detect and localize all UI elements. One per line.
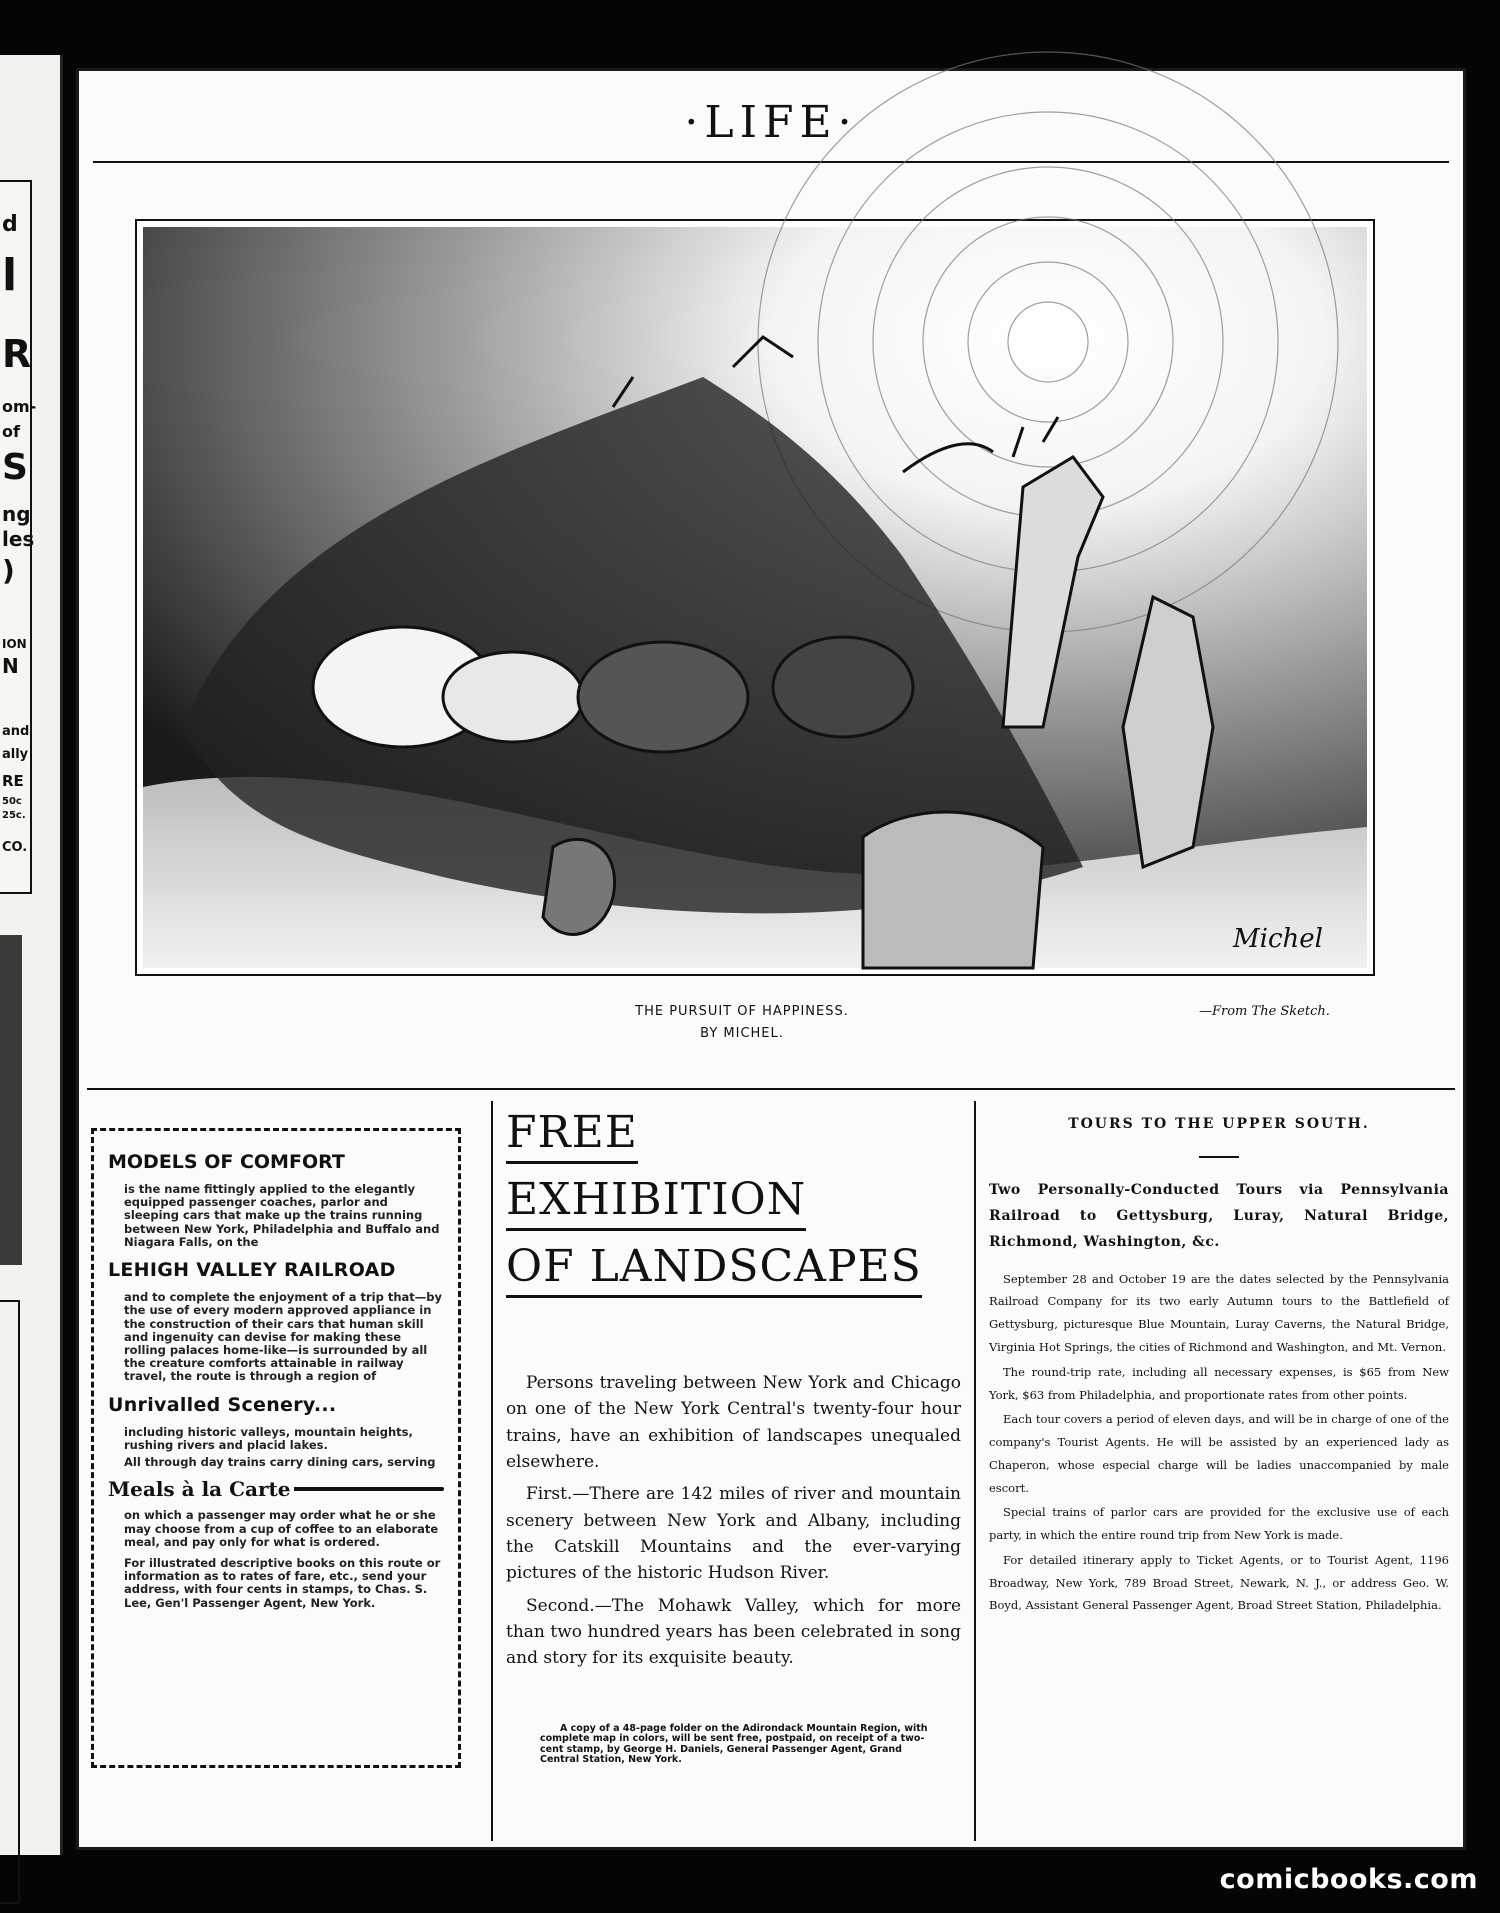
ad-body-text: For illustrated descriptive books on this route or information as to rates of fare, etc., send your address, with four cents in stamps, to Chas. S. Lee, Gen'l Passenger Agent, New York.	[124, 1555, 441, 1610]
ad-heading: Meals à la Carte	[108, 1477, 291, 1502]
headline-line: EXHIBITION	[506, 1178, 806, 1231]
tours-paragraph: September 28 and October 19 are the dates selected by the Pennsylvania Railroad Company for its two early Autumn tours to the Battlefield of Gettysburg, picturesque Blue Mountain, Luray Caverns, the Natural Bridge, Virginia Hot Springs, the cities of Richmond and Washington, and Mt. Vernon.	[989, 1271, 1449, 1354]
left-fragment: 50c	[2, 796, 22, 807]
left-fragment: les	[2, 527, 35, 551]
title-dash	[1199, 1156, 1239, 1158]
left-page-advertisement	[0, 180, 37, 894]
exhibition-body	[506, 1370, 961, 1672]
left-fragment: )	[2, 554, 15, 587]
headline-line: OF LANDSCAPES	[506, 1245, 922, 1298]
masthead-title: ·LIFE·	[684, 97, 858, 148]
tours-body	[989, 1268, 1449, 1617]
ad-body-text: on which a passenger may order what he or she may choose from a cup of coffee to an elaborate meal, and pay only for what is ordered.	[124, 1508, 439, 1549]
column-rule	[974, 1101, 976, 1841]
left-fragment: ally	[2, 747, 29, 762]
ad-body-text: and to complete the enjoyment of a trip that—by the use of every modern approved appliance in the construction of their cars that human skill and ingenuity can devise for making these rolling palaces home-like—is surrounded by all the creature comforts attainable in railway travel, the route is through a region of	[124, 1290, 443, 1384]
left-fragment: CO.	[2, 840, 28, 855]
free-exhibition-advertisement	[506, 1107, 961, 1766]
left-page-border	[0, 1300, 20, 1904]
tours-paragraph: The round-trip rate, including all necessary expenses, is $65 from New York, $63 from Philadelphia, and proportionate rates from other points.	[989, 1364, 1449, 1402]
cartoon-source-credit: —From The Sketch.	[1199, 1004, 1330, 1019]
tours-title: TOURS TO THE UPPER SOUTH.	[1068, 1116, 1370, 1132]
ad-body-text: including historic valleys, mountain heights, rushing rivers and placid lakes.	[124, 1424, 413, 1452]
cartoon-caption-credit: BY MICHEL.	[700, 1026, 784, 1041]
lehigh-valley-advertisement	[91, 1128, 461, 1768]
site-watermark: comicbooks.com	[1219, 1864, 1478, 1895]
exhibition-footnote: A copy of a 48-page folder on the Adirondack Mountain Region, with complete map in colors, will be sent free, postpaid, on receipt of a two-cent stamp, by George H. Daniels, General Passenger Agent, Grand Central Station, New York.	[540, 1722, 928, 1766]
left-fragment: R	[2, 332, 32, 376]
left-fragment: ng	[2, 502, 31, 526]
tours-paragraph: Each tour covers a period of eleven days, and will be in charge of one of the company's Tourist Agents. He will be assisted by an experienced lady as Chaperon, whose especial charge will be ladies unaccompanied by male escort.	[989, 1412, 1449, 1495]
tours-advertisement	[989, 1116, 1449, 1619]
section-rule	[87, 1088, 1455, 1090]
exhibition-headline	[506, 1107, 961, 1312]
headline-line: FREE	[506, 1111, 638, 1164]
cartoon-caption-title: THE PURSUIT OF HAPPINESS.	[635, 1004, 849, 1019]
cartoon-illustration	[135, 219, 1375, 976]
tours-paragraph: Special trains of parlor cars are provided for the exclusive use of each party, in which the entire round trip from New York is made.	[989, 1505, 1449, 1543]
meals-heading-row	[108, 1469, 444, 1509]
left-page-edge	[0, 55, 63, 1855]
ad-heading: LEHIGH VALLEY RAILROAD	[108, 1259, 396, 1282]
exhibition-paragraph: Second.—The Mohawk Valley, which for more than two hundred years has been celebrated in song and story for its exquisite beauty.	[506, 1595, 961, 1669]
left-fragment: of	[2, 422, 20, 441]
left-fragment: om-	[2, 397, 37, 416]
exhibition-paragraph: Persons traveling between New York and Chicago on one of the New York Central's twenty-four hour trains, have an exhibition of landscapes unequaled elsewhere.	[506, 1373, 961, 1473]
tours-paragraph: For detailed itinerary apply to Ticket Agents, or to Tourist Agent, 1196 Broadway, New York, 789 Broad Street, Newark, N. J., or address Geo. W. Boyd, Assistant General Passenger Agent, Broad Street Station, Philadelphia.	[989, 1552, 1449, 1613]
cartoon-drawing	[143, 227, 1367, 968]
left-fragment: S	[2, 447, 28, 488]
tours-subtitle: Two Personally-Conducted Tours via Pennsylvania Railroad to Gettysburg, Luray, Natural Bridge, Richmond, Washington, &c.	[989, 1182, 1449, 1250]
left-page-illustration	[0, 935, 22, 1265]
left-fragment: l	[2, 250, 18, 301]
ad-heading: MODELS OF COMFORT	[108, 1151, 345, 1173]
left-fragment: ION	[2, 637, 27, 651]
magazine-page	[76, 68, 1466, 1850]
left-fragment: RE	[2, 772, 24, 790]
left-fragment: 25c.	[2, 810, 26, 821]
exhibition-paragraph: First.—There are 142 miles of river and mountain scenery between New York and Albany, including the Catskill Mountains and the ever-varying pictures of the historic Hudson River.	[506, 1484, 961, 1584]
header-rule	[93, 161, 1449, 163]
ad-body-text: is the name fittingly applied to the elegantly equipped passenger coaches, parlor and sleeping cars that make up the trains running between New York, Philadelphia and Buffalo and Niagara Falls, on the	[124, 1182, 440, 1249]
left-fragment: N	[2, 654, 19, 678]
left-fragment: d	[2, 212, 18, 237]
cartoon-signature: Michel	[1233, 924, 1323, 954]
ad-body-text: All through day trains carry dining cars, serving	[124, 1455, 436, 1470]
left-fragment: and	[2, 724, 30, 739]
pen-stroke-ornament	[294, 1487, 444, 1491]
ad-heading: Unrivalled Scenery...	[108, 1393, 337, 1416]
column-rule	[491, 1101, 493, 1841]
